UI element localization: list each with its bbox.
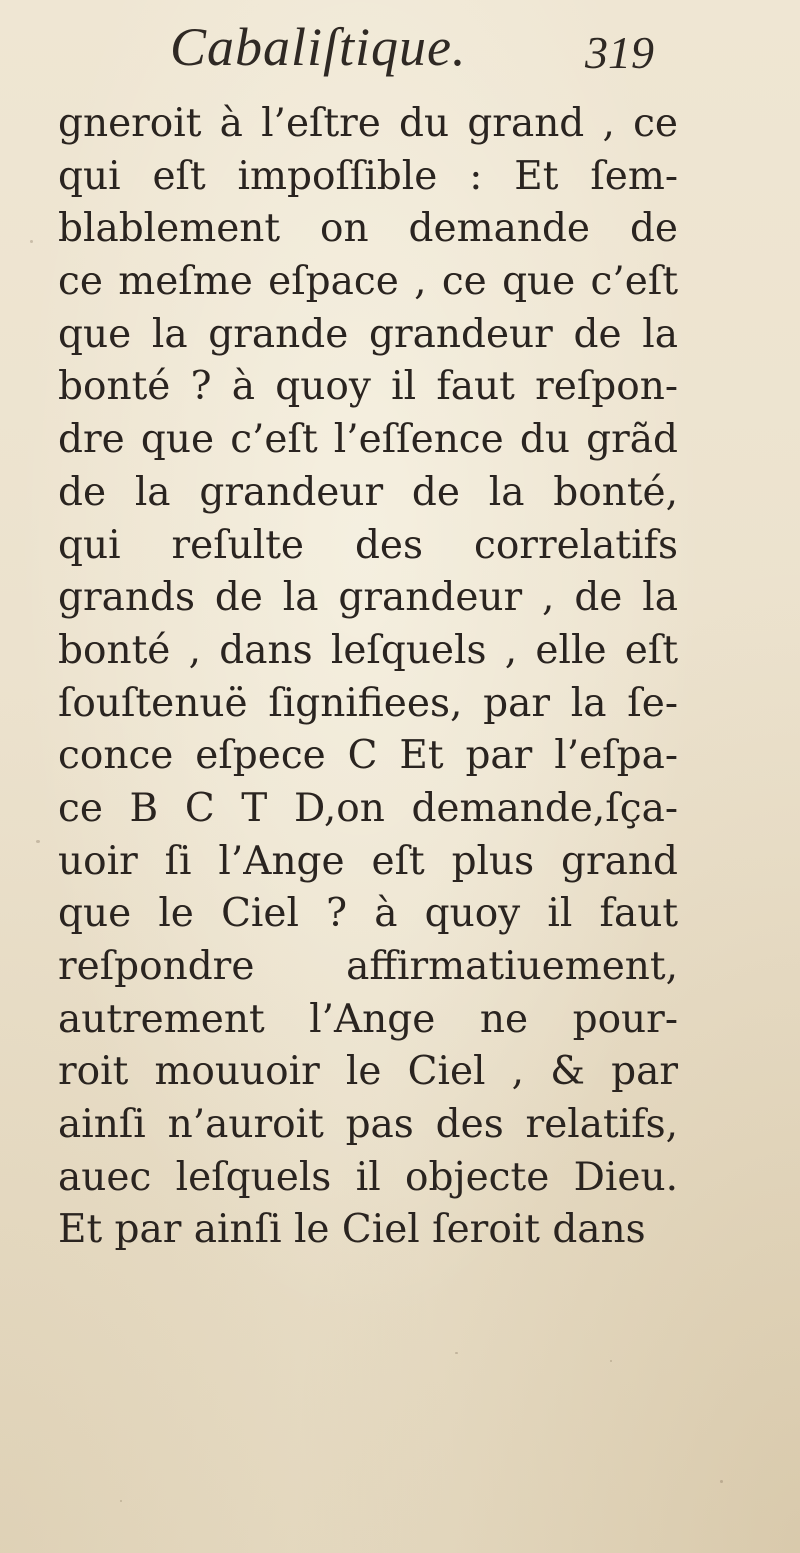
text-line: Et par ainſi le Ciel ſeroit dans bbox=[58, 1207, 646, 1253]
body-text bbox=[58, 98, 678, 1257]
paper-speck bbox=[455, 1352, 458, 1354]
text-line: qui eſt impoſſible : Et ſem- bbox=[58, 153, 678, 199]
page-number: 319 bbox=[585, 27, 654, 78]
text-line: ſouſtenuë ſignifiees, par la ſe- bbox=[58, 680, 678, 726]
text-line: bonté , dans leſquels , elle eſt bbox=[58, 627, 678, 673]
paper-speck bbox=[720, 1480, 723, 1483]
paper-speck bbox=[610, 1360, 612, 1362]
text-line: blablement on demande de bbox=[58, 206, 678, 252]
paper-speck bbox=[30, 240, 33, 243]
text-line: que la grande grandeur de la bbox=[58, 311, 678, 357]
text-line: grands de la grandeur , de la bbox=[58, 575, 678, 621]
text-line: qui reſulte des correlatifs bbox=[58, 522, 678, 568]
text-line: roit mouuoir le Ciel , & par bbox=[58, 1049, 678, 1095]
text-line: auec leſquels il objecte Dieu. bbox=[58, 1154, 678, 1200]
running-title: Cabaliſtique. bbox=[170, 17, 467, 77]
paper-speck bbox=[120, 1500, 122, 1502]
text-line: de la grandeur de la bonté, bbox=[58, 469, 678, 515]
text-line: ainſi n’auroit pas des relatifs, bbox=[58, 1102, 678, 1148]
text-line: bonté ? à quoy il faut reſpon- bbox=[58, 364, 678, 410]
text-line: autrement l’Ange ne pour- bbox=[58, 996, 678, 1042]
text-line: dre que c’eſt l’eſſence du grãd bbox=[58, 417, 678, 463]
text-line: ce B C T D,on demande,ſça- bbox=[58, 785, 678, 831]
text-line: que le Ciel ? à quoy il faut bbox=[58, 891, 678, 937]
paper-speck bbox=[36, 840, 40, 843]
text-line: conce eſpece C Et par l’eſpa- bbox=[58, 733, 678, 779]
text-line: reſpondre affirmatiuement, bbox=[58, 944, 678, 989]
text-line: ce meſme eſpace , ce que c’eſt bbox=[58, 259, 678, 305]
text-line: uoir ſi l’Ange eſt plus grand bbox=[58, 838, 678, 884]
text-line: gneroit à l’eſtre du grand , ce bbox=[58, 101, 678, 146]
running-head bbox=[0, 16, 800, 86]
